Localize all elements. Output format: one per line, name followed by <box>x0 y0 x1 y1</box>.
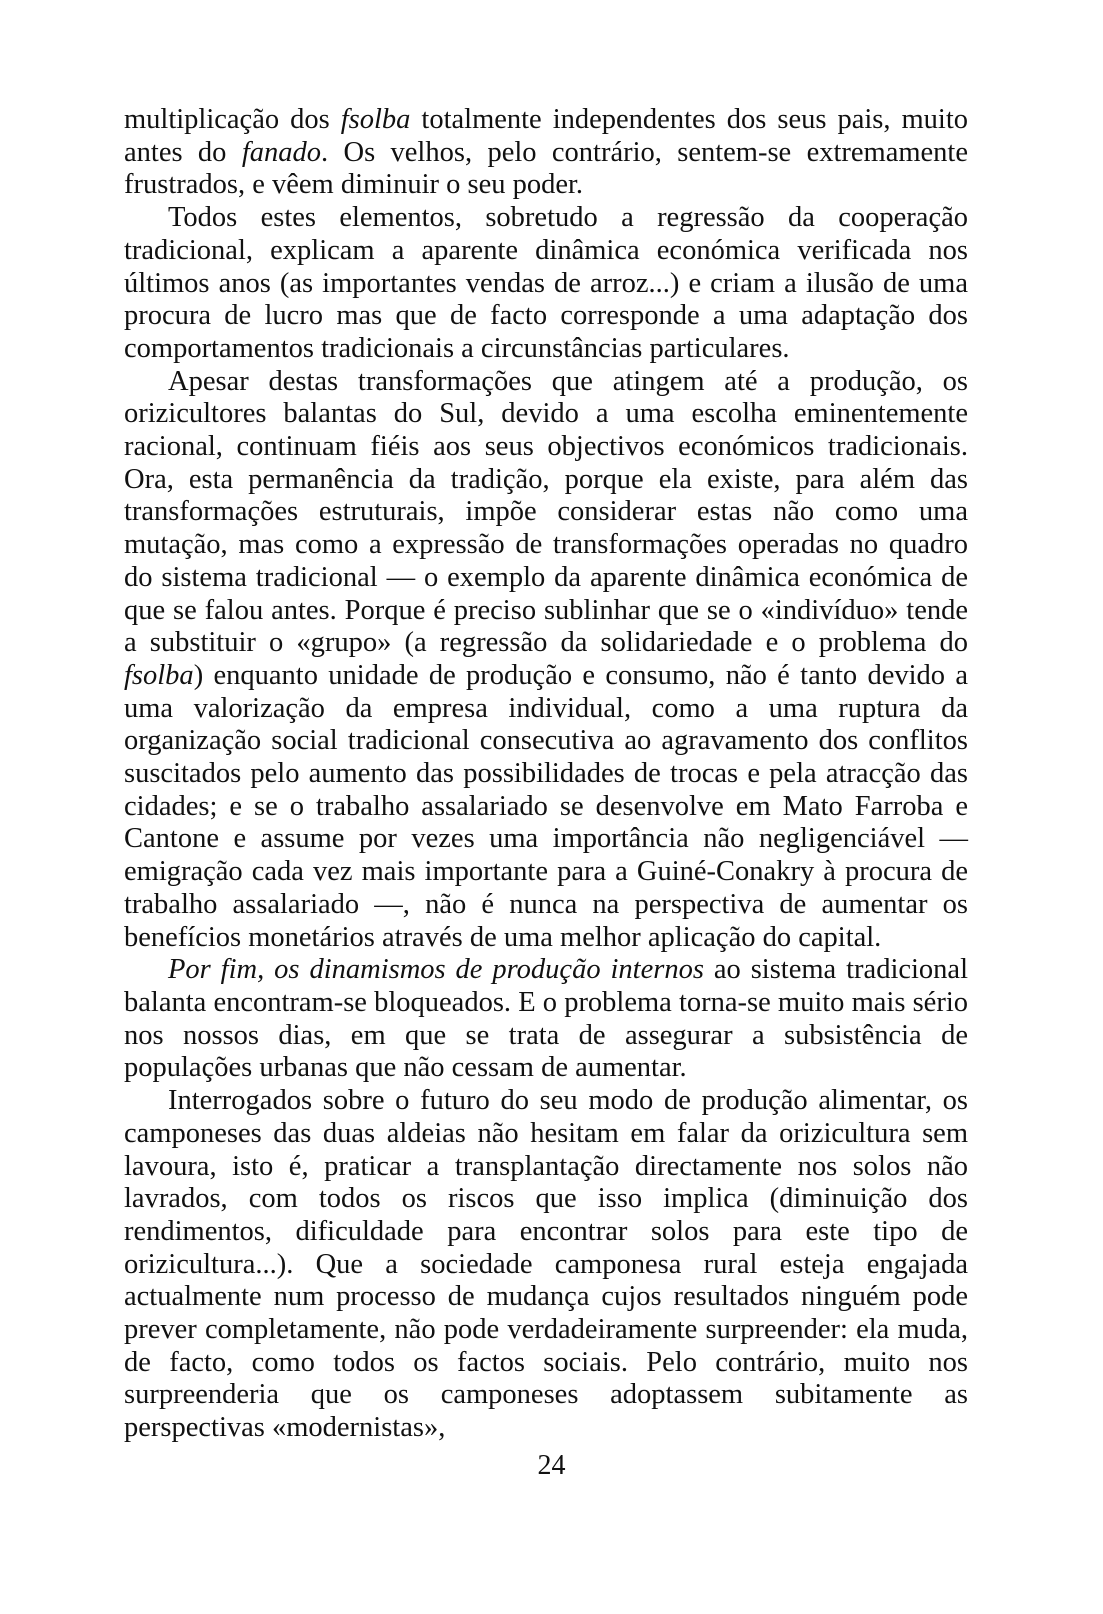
text-run: ) enquanto unidade de produção e consumo, não é tanto devido a uma valorização da empresa individual, como a uma ruptura da organização social tradicional consecutiva ao agravamento dos conflitos suscitados pelo aumento das possibilidades de trocas e pela atracção das cidades; e se o trabalho assalariado se desenvolve em Mato Farroba e Cantone e assume por vezes uma importância não negligenciável — emigração cada vez mais importante para a Guiné-Conakry à procura de trabalho assalariado —, não é nunca na perspectiva de aumentar os benefícios monetários através de uma melhor aplicação do capital. <box>124 659 968 953</box>
text-run: multiplicação dos <box>124 104 341 135</box>
italic-text-run: fsolba <box>340 104 411 135</box>
text-run: . Os velhos, pelo contrário, sentem-se extremamente frustrados, e vêem diminuir o seu poder. <box>124 136 968 201</box>
text-run: Apesar destas transformações que atingem até a produção, os orizicultores balantas do Sul, devido a uma escolha eminentemente racional, continuam fiéis aos seus objectivos económicos tradicionais. Ora, esta permanência da tradição, porque ela existe, para além das transformações estruturais, impõe considerar estas não como uma mutação, mas como a expressão de transformações operadas no quadro do sistema tradicional — o exemplo da aparente dinâmica económica de que se falou antes. Porque é preciso sublinhar que se o «indivíduo» tende a substituir o «grupo» (a regressão da solidariedade e o problema do <box>124 365 968 659</box>
paragraph <box>124 104 968 202</box>
text-run: Todos estes elementos, sobretudo a regressão da cooperação tradicional, explicam a aparente dinâmica económica verificada nos últimos anos (as importantes vendas de arroz...) e criam a ilusão de uma procura de lucro mas que de facto corresponde a uma adaptação dos comportamentos tradicionais a circunstâncias particulares. <box>124 202 968 364</box>
text-run: ao sistema tradicional balanta encontram-se bloqueados. E o problema torna-se muito mais sério nos nossos dias, em que se trata de assegurar a subsistência de populações urbanas que não cessam de aumentar. <box>124 954 968 1084</box>
paragraph <box>124 954 968 1085</box>
paragraph <box>124 202 968 366</box>
body-text <box>124 104 968 1445</box>
italic-text-run: Por fim, os dinamismos de produção internos <box>168 954 704 986</box>
text-run: Interrogados sobre o futuro do seu modo de produção alimentar, os camponeses das duas aldeias não hesitam em falar da orizicultura sem lavoura, isto é, praticar a transplantação directamente nos solos não lavrados, com todos os riscos que isso implica (diminuição dos rendimentos, dificuldade para encontrar solos para este tipo de orizicultura...). Que a sociedade camponesa rural esteja engajada actualmente num processo de mudança cujos resultados ninguém pode prever completamente, não pode verdadeiramente surpreender: ela muda, de facto, como todos os factos sociais. Pelo contrário, muito nos surpreenderia que os camponeses adoptassem subitamente as perspectivas «modernistas», <box>124 1085 968 1444</box>
italic-text-run: fanado <box>241 136 321 168</box>
text-run: totalmente independentes dos seus pais, muito antes do <box>124 104 968 168</box>
paragraph <box>124 366 968 955</box>
page-number: 24 <box>537 1450 566 1481</box>
paragraph <box>124 1085 968 1445</box>
italic-text-run: fsolba <box>124 659 194 691</box>
